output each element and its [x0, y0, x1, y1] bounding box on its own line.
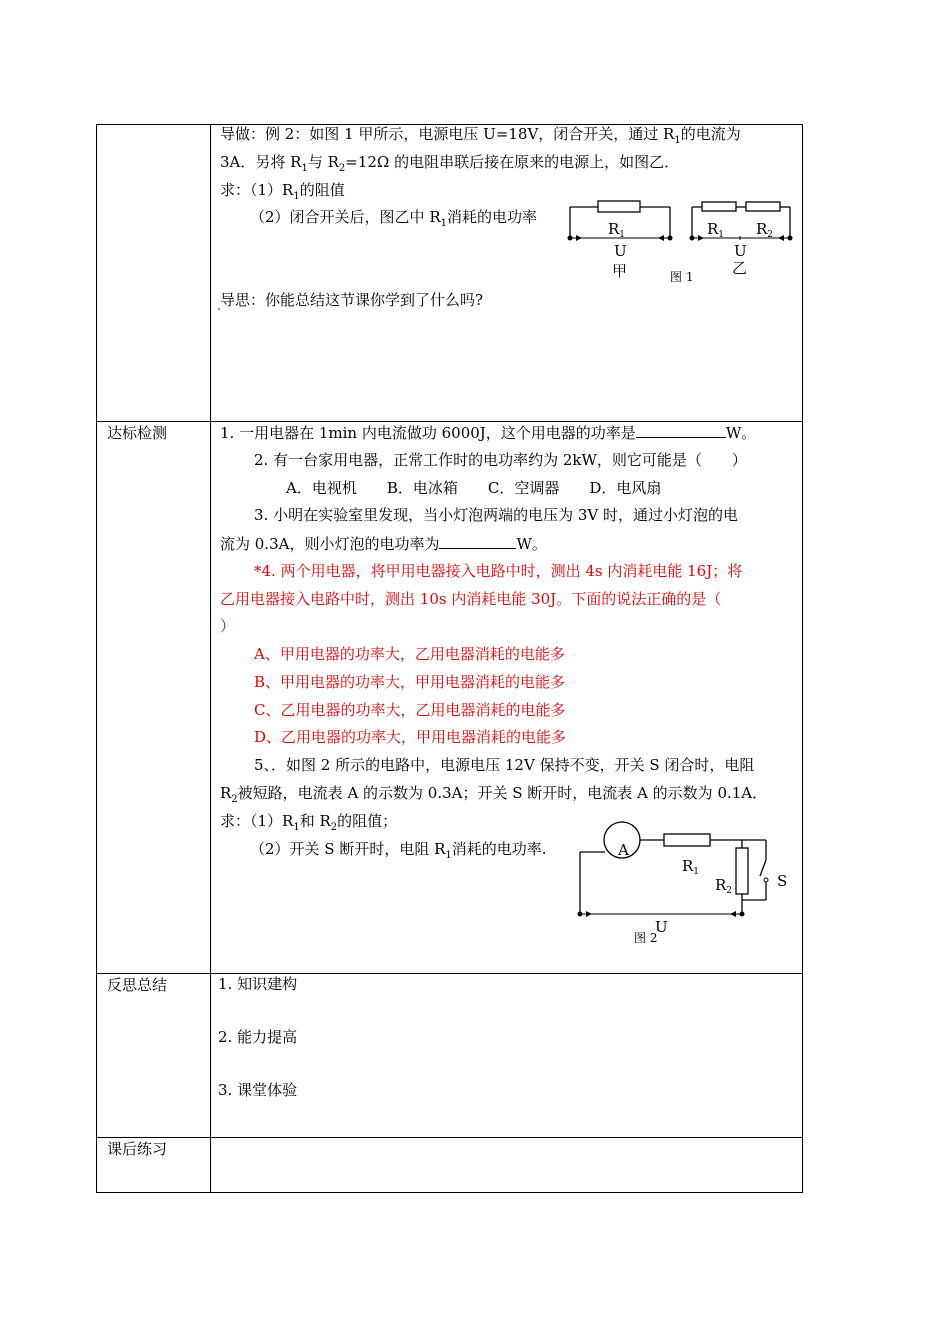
- yi-label: 乙: [732, 259, 748, 277]
- answer-blank: [636, 422, 726, 438]
- question-5-line-2: $R_2$被短路，电流表 A 的示数为 0.3A；开关 S 断开时，电流表 A 的示数为 0.1A．: [220, 784, 768, 805]
- daosi-text: 导思：你能总结这节课你学到了什么吗?: [220, 291, 484, 309]
- figure-2-caption: 图 2: [634, 931, 658, 945]
- yi-r2-label: $R_2$: [756, 220, 774, 240]
- fansi-item-2: 2. 能力提高: [218, 1028, 298, 1046]
- example-line-3: 求：$(1)R_1$的阻值: [220, 181, 345, 202]
- figure-2-circuit: [570, 818, 800, 948]
- question-4-option-b: B、甲用电器的功率大，甲用电器消耗的电能多: [254, 673, 566, 691]
- question-3-line-1: 3. 小明在实验室里发现，当小灯泡两端的电压为 3V 时，通过小灯泡的电: [254, 506, 738, 524]
- yi-u-label: U: [734, 242, 747, 260]
- figure-1-caption: 图 1: [670, 270, 694, 284]
- circuit-jia: [568, 201, 673, 280]
- row-divider: [97, 973, 802, 974]
- row-divider: [97, 1137, 802, 1138]
- yi-r1-label: $R_1$: [707, 220, 725, 240]
- resistor-r1-yi: [702, 202, 736, 211]
- question-4-option-a: A、甲用电器的功率大，乙用电器消耗的电能多: [254, 645, 565, 663]
- r2-label: $R_2$: [715, 876, 733, 896]
- question-4-option-c: C、乙用电器的功率大，乙用电器消耗的电能多: [254, 701, 566, 719]
- fansi-item-3: 3. 课堂体验: [218, 1081, 298, 1099]
- question-5-line-4: （2）开关 S 断开时，电阻 $R_1$消耗的电功率.: [250, 840, 547, 861]
- jia-label: 甲: [612, 262, 628, 280]
- jia-r-label: $R_1$: [608, 220, 626, 240]
- question-4-line-1: *4. 两个用电器，将甲用电器接入电路中时，测出 4s 内消耗电能 16J；将: [254, 562, 743, 580]
- answer-blank: [439, 533, 516, 549]
- question-3-line-2: 流为 0.3A，则小灯泡的电功率为 W。: [220, 535, 547, 553]
- u-label: U: [655, 918, 668, 936]
- resistor-r2: [736, 848, 748, 894]
- row-label-dabiao: 达标检测: [107, 424, 168, 442]
- example-line-2: 3A．另将 $R_1$与 $R_2=12\Omega$ 的电阻串联后接在原来的电源上，如图乙．: [220, 153, 680, 174]
- circuit-yi: [690, 202, 793, 277]
- question-5-line-3: 求：$(1)R_1$和 $R_2$的阻值；: [220, 812, 398, 833]
- question-4-option-d: D、乙用电器的功率大，甲用电器消耗的电能多: [254, 728, 567, 746]
- question-4-line-3: ）: [220, 617, 236, 635]
- question-2-options: A．电视机 B．电冰箱 C．空调器 D．电风扇: [286, 479, 662, 497]
- resistor-r2-yi: [746, 202, 780, 211]
- question-5-line-1: 5、．如图 2 所示的电路中，电源电压 12V 保持不变，开关 S 闭合时，电阻: [254, 756, 755, 774]
- example-line-4: （2）闭合开关后，图乙中 $R_1$消耗的电功率: [250, 208, 537, 229]
- switch-label: S: [777, 872, 788, 890]
- example-line-1: 导做：例 2：如图 1 甲所示，电源电压 U=18V，闭合开关，通过 $R_1$的电流为: [220, 125, 741, 146]
- figure-1-circuit: [560, 190, 805, 290]
- resistor-r1: [598, 201, 640, 212]
- question-4-line-2: 乙用电器接入电路中时，测出 10s 内消耗电能 30J。下面的说法正确的是（: [220, 590, 722, 608]
- fansi-item-1: 1. 知识建构: [218, 975, 298, 993]
- resistor-r1: [664, 834, 710, 846]
- question-1: 1. 一用电器在 1min 内电流做功 6000J，这个用电器的功率是 W。: [220, 424, 757, 442]
- question-2: 2. 有一台家用电器，正常工作时的电功率约为 2kW，则它可能是（ ）: [254, 451, 747, 469]
- switch-s: [760, 860, 766, 876]
- jia-u-label: U: [614, 242, 627, 260]
- row-label-fansi: 反思总结: [107, 976, 168, 994]
- r1-label: $R_1$: [682, 857, 700, 877]
- row-label-kehou: 课后练习: [107, 1140, 168, 1158]
- ammeter-label: A: [618, 841, 629, 859]
- column-divider: [210, 125, 211, 1192]
